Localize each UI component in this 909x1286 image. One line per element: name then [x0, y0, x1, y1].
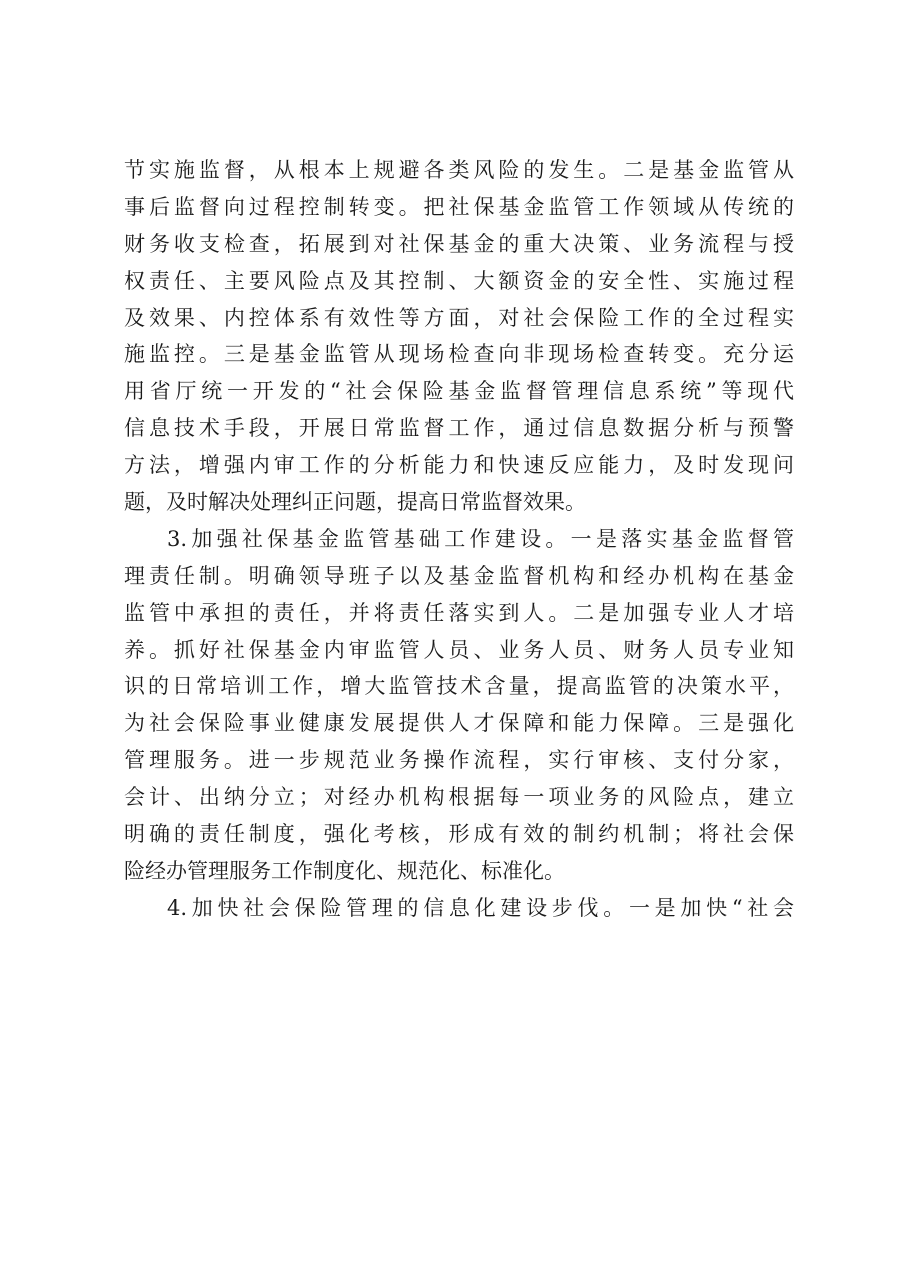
- text-line: 为社会保险事业健康发展提供人才保障和能力保障。三是强化: [124, 711, 794, 736]
- paragraph-first-line: 3.加强社保基金监管基础工作建设。一是落实基金监督管: [167, 526, 794, 551]
- text-line: 信息技术手段，开展日常监督工作，通过信息数据分析与预警: [124, 416, 794, 441]
- text-line: 理责任制。明确领导班子以及基金监督机构和经办机构在基金: [124, 563, 794, 588]
- text-line: 明确的责任制度，强化考核，形成有效的制约机制；将社会保: [124, 822, 794, 847]
- text-line: 财务收支检查，拓展到对社保基金的重大决策、业务流程与授: [124, 231, 794, 256]
- text-line: 节实施监督，从根本上规避各类风险的发生。二是基金监管从: [124, 158, 794, 182]
- text-line: 事后监督向过程控制转变。把社保基金监管工作领域从传统的: [124, 194, 794, 219]
- text-line: 险经办管理服务工作制度化、规范化、标准化。: [124, 858, 565, 883]
- text-line: 施监控。三是基金监管从现场检查向非现场检查转变。充分运: [124, 342, 794, 367]
- text-line: 会计、出纳分立；对经办机构根据每一项业务的风险点，建立: [124, 785, 794, 810]
- text-line: 养。抓好社保基金内审监管人员、业务人员、财务人员专业知: [124, 637, 794, 662]
- text-line: 权责任、主要风险点及其控制、大额资金的安全性、实施过程: [124, 268, 794, 293]
- text-line: 管理服务。进一步规范业务操作流程，实行审核、支付分家，: [124, 748, 794, 773]
- text-line: 及效果、内控体系有效性等方面，对社会保险工作的全过程实: [124, 305, 794, 330]
- document-body: [124, 152, 794, 927]
- text-line: 方法，增强内审工作的分析能力和快速反应能力，及时发现问: [124, 453, 794, 478]
- text-line: 题，及时解决处理纠正问题，提高日常监督效果。: [124, 490, 586, 515]
- text-line: 监管中承担的责任，并将责任落实到人。二是加强专业人才培: [124, 600, 794, 625]
- text-line: 用省厅统一开发的“社会保险基金监督管理信息系统”等现代: [124, 379, 794, 404]
- text-line: 识的日常培训工作，增大监管技术含量，提高监管的决策水平，: [124, 674, 794, 699]
- paragraph-first-line: 4.加快社会保险管理的信息化建设步伐。一是加快“社会: [167, 895, 794, 920]
